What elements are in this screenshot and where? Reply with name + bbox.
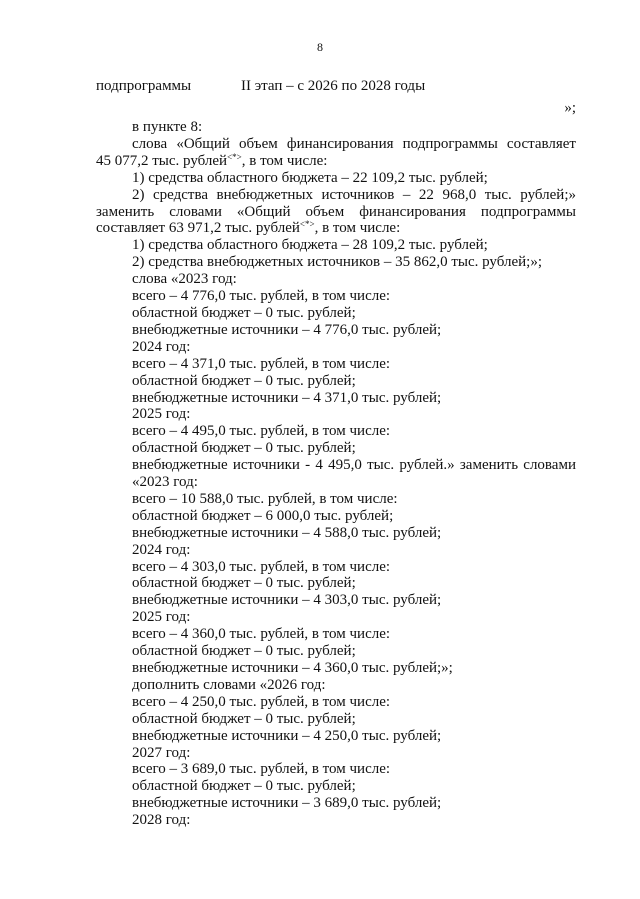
- text-line-content: в пункте 8:: [132, 119, 203, 135]
- text-line: [96, 406, 576, 423]
- text-line-content: всего – 4 303,0 тыс. рублей, в том числе:: [132, 558, 391, 575]
- text-line: [96, 356, 576, 373]
- page-number: 8: [317, 40, 323, 54]
- text-line: [96, 288, 576, 305]
- text-line-content: внебюджетные источники – 4 371,0 тыс. рублей;: [132, 389, 442, 406]
- text-line-content: внебюджетные источники – 4 776,0 тыс. рублей;: [132, 321, 442, 338]
- text-line: [96, 745, 576, 762]
- text-line: [96, 204, 576, 221]
- text-line: [96, 812, 576, 829]
- text-line: [96, 592, 576, 609]
- text-line-content: всего – 4 371,0 тыс. рублей, в том числе:: [132, 355, 391, 372]
- text-line-content: внебюджетные источники - 4 495,0 тыс. рублей.» заменить словами: [132, 457, 576, 474]
- text-line: [96, 440, 576, 457]
- text-line: [96, 778, 576, 795]
- footnote-marker: <*>: [227, 151, 242, 162]
- text-line: [96, 677, 576, 694]
- text-line: [96, 390, 576, 407]
- text-line: [96, 373, 576, 390]
- text-line: [96, 271, 576, 288]
- text-line: [96, 575, 576, 592]
- text-line-content: всего – 10 588,0 тыс. рублей, в том числе:: [132, 490, 398, 507]
- text-line-content: внебюджетные источники – 4 360,0 тыс. рублей;»;: [132, 660, 453, 676]
- text-line: [96, 728, 576, 745]
- text-line-content: областной бюджет – 0 тыс. рублей;: [132, 778, 356, 795]
- text-line-content: 1) средства областного бюджета – 28 109,2 тыс. рублей;: [132, 237, 488, 254]
- text-line: [96, 508, 576, 525]
- text-line: [96, 525, 576, 542]
- text-line-content: областной бюджет – 0 тыс. рублей;: [132, 440, 356, 457]
- text-line: [96, 694, 576, 711]
- text-line-content: областной бюджет – 0 тыс. рублей;: [132, 643, 356, 660]
- text-line-content: областной бюджет – 0 тыс. рублей;: [132, 575, 356, 592]
- text-line-content: областной бюджет – 0 тыс. рублей;: [132, 304, 356, 321]
- text-line: [96, 237, 576, 254]
- text-line-content: «2023 год:: [132, 474, 198, 491]
- text-line: [96, 457, 576, 474]
- text-line: [96, 187, 576, 204]
- header-label-stage: II этап – с 2026 по 2028 годы: [241, 78, 426, 94]
- text-line: [96, 170, 576, 187]
- footnote-marker: <*>: [299, 219, 315, 230]
- text-line-content: 2028 год:: [132, 812, 191, 829]
- text-line: [96, 322, 576, 339]
- text-line-content: всего – 3 689,0 тыс. рублей, в том числе:: [132, 761, 391, 778]
- text-line-content: слова «2023 год:: [132, 271, 237, 288]
- text-line: [96, 136, 576, 153]
- text-line: [96, 119, 576, 136]
- text-line-content: всего – 4 360,0 тыс. рублей, в том числе:: [132, 626, 391, 643]
- text-line: [96, 626, 576, 643]
- text-line-content: 1) средства областного бюджета – 22 109,2 тыс. рублей;: [132, 169, 488, 186]
- text-line-content: внебюджетные источники – 4 588,0 тыс. рублей;: [132, 524, 442, 541]
- text-line-content: всего – 4 495,0 тыс. рублей, в том числе:: [132, 423, 391, 440]
- text-line: [96, 153, 576, 170]
- text-line: [96, 609, 576, 626]
- text-line-content: 2024 год:: [132, 541, 191, 558]
- text-line: [96, 474, 576, 491]
- closing-quote: »;: [564, 100, 576, 116]
- text-line-content: 2027 год:: [132, 744, 191, 761]
- text-line-content: заменить словами «Общий объем финансирования подпрограммы: [96, 203, 576, 220]
- text-line: [96, 339, 576, 356]
- text-line-continuation: , в том числе:: [314, 220, 401, 237]
- text-line-content: всего – 4 776,0 тыс. рублей, в том числе:: [132, 288, 391, 305]
- text-line-content: дополнить словами «2026 год:: [132, 676, 326, 693]
- text-line: [96, 491, 576, 508]
- text-line: [96, 761, 576, 778]
- text-line-content: 2) средства внебюджетных источников – 35 862,0 тыс. рублей;»;: [132, 254, 542, 271]
- text-line-content: всего – 4 250,0 тыс. рублей, в том числе:: [132, 693, 391, 710]
- text-line: [96, 795, 576, 812]
- text-line: [96, 305, 576, 322]
- text-line-content: областной бюджет – 0 тыс. рублей;: [132, 372, 356, 389]
- text-line: [96, 254, 576, 271]
- text-line-content: внебюджетные источники – 4 250,0 тыс. рублей;: [132, 727, 442, 744]
- text-line-content: 2) средства внебюджетных источников – 22 968,0 тыс. рублей;»: [132, 186, 576, 203]
- text-line-content: 45 077,2 тыс. рублей: [96, 152, 228, 169]
- text-line-content: 2024 год:: [132, 338, 191, 355]
- text-line: [96, 423, 576, 440]
- document-body: [96, 119, 576, 829]
- text-line-content: областной бюджет – 6 000,0 тыс. рублей;: [132, 507, 394, 524]
- text-line-content: внебюджетные источники – 3 689,0 тыс. рублей;: [132, 795, 442, 812]
- text-line-content: внебюджетные источники – 4 303,0 тыс. рублей;: [132, 592, 442, 609]
- text-line: [96, 559, 576, 576]
- text-line-content: слова «Общий объем финансирования подпрограммы составляет: [132, 135, 576, 152]
- text-line-continuation: , в том числе:: [241, 152, 328, 169]
- text-line: [96, 660, 576, 677]
- header-label-subprogram: подпрограммы: [96, 78, 192, 94]
- text-line: [96, 711, 576, 728]
- text-line: [96, 220, 576, 237]
- text-line-content: областной бюджет – 0 тыс. рублей;: [132, 710, 356, 727]
- text-line-content: 2025 год:: [132, 609, 191, 626]
- text-line-content: 2025 год:: [132, 406, 191, 423]
- text-line: [96, 643, 576, 660]
- text-line: [96, 542, 576, 559]
- text-line-content: составляет 63 971,2 тыс. рублей: [96, 220, 300, 237]
